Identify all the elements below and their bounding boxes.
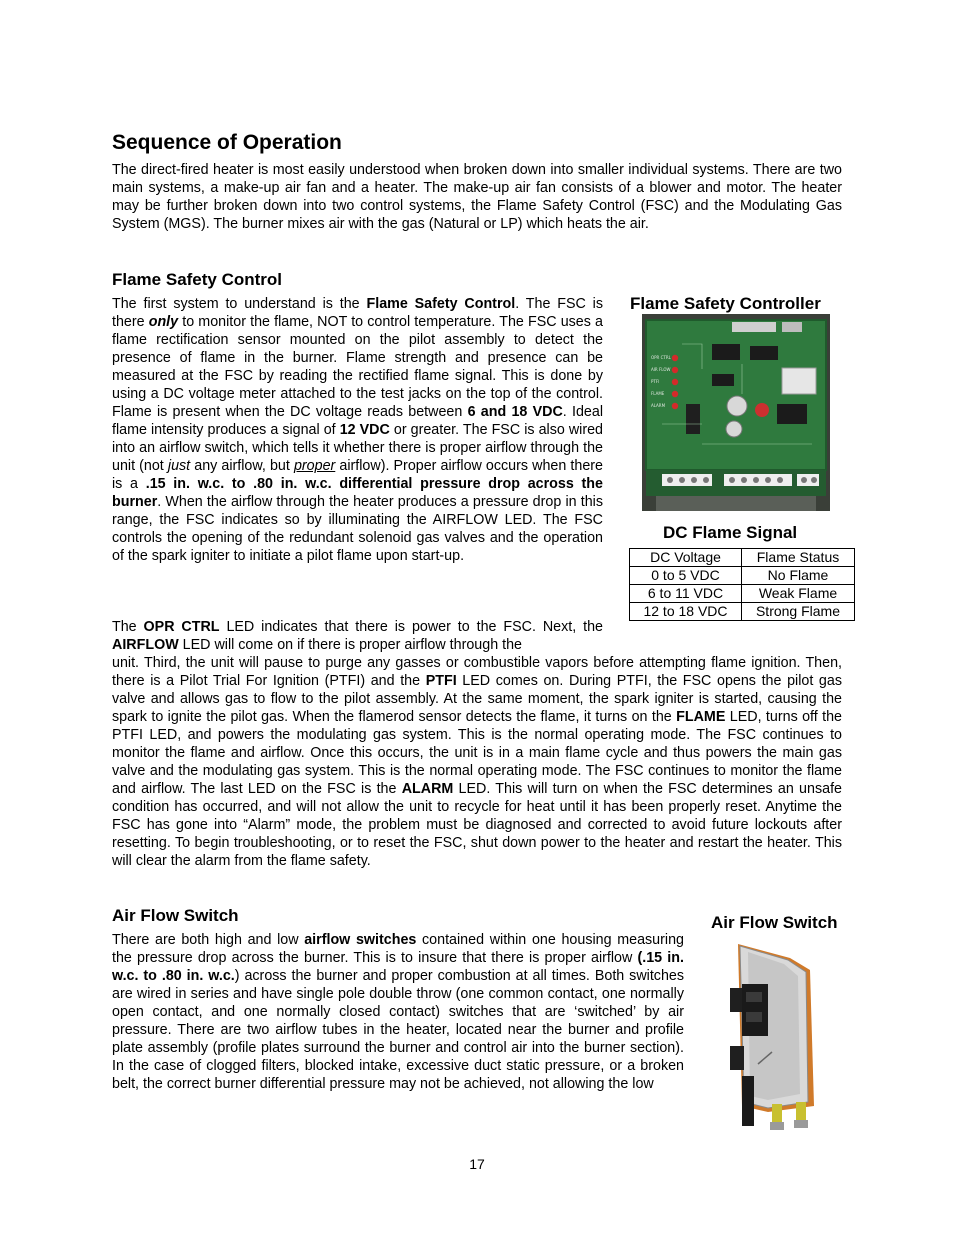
fsc-paragraph-1 xyxy=(112,295,603,565)
intro-paragraph: The direct-fired heater is most easily understood when broken down into smaller individual systems. There are two main systems, a make-up air fan and a heater. The make-up air fan consists of a blower and motor. The heater may be further broken down into two control systems, the Flame Safety Control (FSC) and the Modulating Gas System (MGS). The burner mixes air with the gas (Natural or LP) which heats the air. xyxy=(112,162,842,232)
table-cell: Strong Flame xyxy=(742,603,855,621)
text-run: . The FSC is there xyxy=(112,296,604,330)
table-cell: No Flame xyxy=(742,567,855,585)
table-header-cell: DC Voltage xyxy=(630,549,742,567)
table-row xyxy=(630,567,855,585)
airflow-switch-image xyxy=(728,936,818,1134)
table-cell: 0 to 5 VDC xyxy=(630,567,742,585)
text-run: proper xyxy=(293,458,336,474)
board-label: ALARM xyxy=(651,403,666,408)
board-label: OPR CTRL xyxy=(651,355,671,360)
text-run: LED, turns off the PTFI LED, and powers the modulating gas system. This is the normal operating mode. The FSC continues to monitor the flame and airflow. Once this occurs, the unit is in a main flame cycle and thus powers the main gas valve and the modulating gas system. This is the normal operating mode. The FSC continues to monitor the flame and airflow. The last LED on the FSC is the xyxy=(112,709,842,797)
text-run: ) across the burner and proper combustion at all times. Both switches are wired in series and have single pole double throw (one common contact, one normally open contact, and one normally closed contact) switches that are ‘switched’ by air pressure. There are two airflow tubes in the heater, located near the burner and profile plate assembly (profile plates surround the burner and control air into the burner section). In the case of clogged filters, blocked intake, excessive duct static pressure, or a broken belt, the correct burner differential pressure may not be achieved, not allowing the low xyxy=(112,968,684,1092)
text-run: ALARM xyxy=(401,781,454,797)
board-label: AIR FLOW xyxy=(651,367,671,372)
fsc-paragraph-2-top xyxy=(112,618,603,654)
text-run: . Ideal flame intensity produces a signal of xyxy=(112,404,604,438)
text-run: FLAME xyxy=(676,709,726,725)
text-run: AIRFLOW xyxy=(112,637,179,653)
afs-heading: Air Flow Switch xyxy=(112,906,239,925)
text-run: .15 in. w.c. to .80 in. w.c. differential pressure drop across the burner xyxy=(112,476,603,510)
text-run: or greater. The FSC is also wired into an airflow switch, which tells it whether there is proper airflow through the unit (not xyxy=(112,422,604,474)
text-run: (.15 in. w.c. to .80 in. w.c. xyxy=(112,950,684,984)
afs-figure-caption: Air Flow Switch xyxy=(711,913,838,932)
fsc-figure-caption: Flame Safety Controller xyxy=(630,294,821,313)
text-run: Flame Safety Control xyxy=(366,296,516,312)
text-run: just xyxy=(167,458,191,474)
afs-paragraph-1 xyxy=(112,931,684,1093)
text-run: LED indicates that there is power to the FSC. Next, the xyxy=(219,619,603,635)
text-run: . When the airflow through the heater produces a pressure drop in this range, the FSC indicates so by illuminating the AIRFLOW LED. The FSC controls the opening of the redundant solenoid gas valves and the operation of the spark igniter to initiate a pilot flame upon start-up. xyxy=(112,494,603,564)
page-title: Sequence of Operation xyxy=(112,131,342,154)
text-run: LED comes on. During PTFI, the FSC opens the pilot gas valve and allows gas to flow to the pilot assembly. At the same moment, the spark igniter is started, causing the spark to ignite the pilot gas. When the flamerod sensor detects the flame, it turns on the xyxy=(112,673,842,725)
text-run: contained within one housing measuring the pressure drop across the burner. This is to insure that there is proper airflow xyxy=(112,932,684,966)
text-run: 12 VDC xyxy=(339,422,390,438)
text-run: PTFI xyxy=(425,673,457,689)
text-run: unit. Third, the unit will pause to purge any gasses or combustible vapors before attempting flame ignition. Then, there is a Pilot Trial For Ignition (PTFI) and the xyxy=(112,655,842,689)
table-header-row xyxy=(630,549,855,567)
table-cell: Weak Flame xyxy=(742,585,855,603)
text-run: only xyxy=(148,314,179,330)
page-number: 17 xyxy=(469,1156,485,1172)
text-run: LED will come on if there is proper airflow through the xyxy=(178,637,522,653)
table-row xyxy=(630,585,855,603)
airflow-switch-icon xyxy=(728,936,818,1134)
table-cell: 12 to 18 VDC xyxy=(630,603,742,621)
board-label: PTFI xyxy=(651,379,660,384)
dc-flame-signal-caption: DC Flame Signal xyxy=(663,523,798,542)
text-run: The first system to understand is the xyxy=(112,296,367,312)
text-run: airflow). Proper airflow occurs when there is a xyxy=(112,458,604,492)
fsc-board-image xyxy=(642,314,830,511)
text-run: 6 and 18 VDC xyxy=(467,404,563,420)
table-header-cell: Flame Status xyxy=(742,549,855,567)
text-run: LED. This will turn on when the FSC determines an unsafe condition has occurred, and will not allow the unit to recycle for heat until it has been properly reset. Anytime the FSC has gone into “Alarm” mode, the problem must be diagnosed and corrected to avoid future lockouts after resetting. To begin troubleshooting, or to reset the FSC, shut down power to the heater and restart the heater. This will clear the alarm from the flame safety. xyxy=(112,781,842,869)
circuit-board-icon xyxy=(642,314,830,511)
text-run: The xyxy=(112,619,144,635)
text-run: OPR CTRL xyxy=(143,619,220,635)
text-run: There are both high and low xyxy=(112,932,305,948)
dc-flame-signal-table xyxy=(629,548,855,621)
table-row xyxy=(630,603,855,621)
text-run: to monitor the flame, NOT to control temperature. The FSC uses a flame rectification sensor mounted on the pilot assembly to detect the presence of flame in the burner. Flame strength and presence can be measured at the FSC by reading the rectified flame signal. This is done by using a DC voltage meter attached to the test jacks on the top of the control. Flame is present when the DC voltage reads between xyxy=(112,314,603,420)
text-run: any airflow, but xyxy=(190,458,294,474)
board-label: FLAME xyxy=(651,391,665,396)
fsc-heading: Flame Safety Control xyxy=(112,270,283,289)
fsc-paragraph-2 xyxy=(112,654,842,870)
table-cell: 6 to 11 VDC xyxy=(630,585,742,603)
text-run: airflow switches xyxy=(304,932,417,948)
